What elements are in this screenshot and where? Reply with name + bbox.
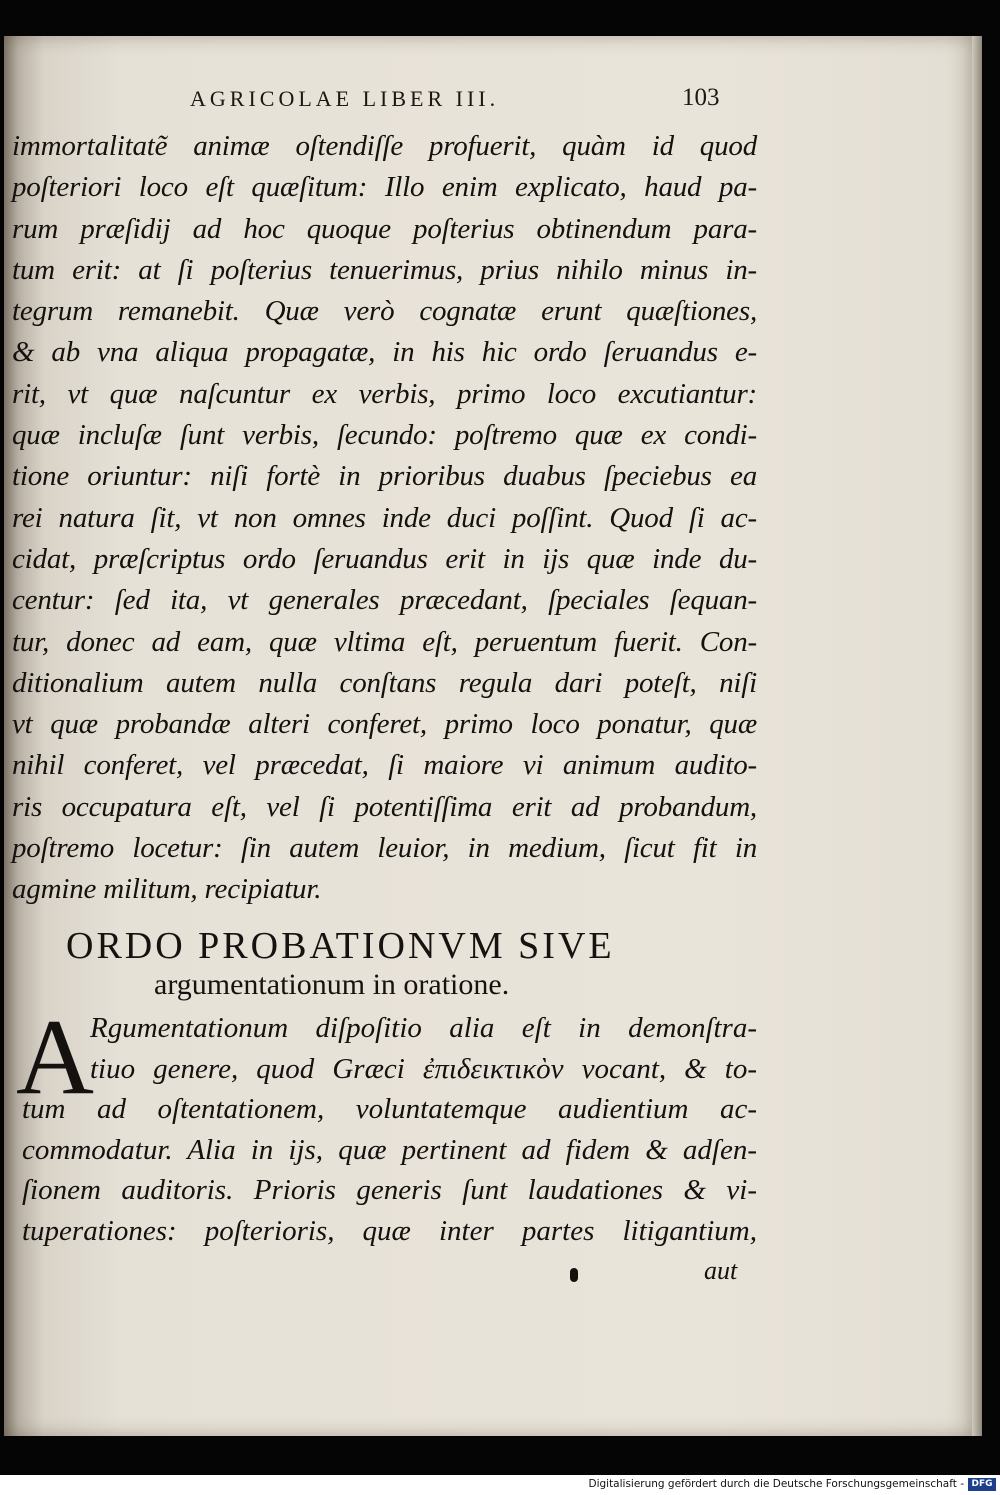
paragraph-line: tuperationes: poſterioris, quæ inter partes litigantium, <box>22 1214 757 1247</box>
text-line: rei natura ſit, vt non omnes inde duci poſſint. Quod ſi ac- <box>12 501 757 534</box>
text-line: rit, vt quæ naſcuntur ex verbis, primo loco excutiantur: <box>12 377 757 410</box>
section-paragraph <box>22 1008 757 1252</box>
text-line: immortalitatẽ animæ oſtendiſſe profuerit, quàm id quod <box>12 130 757 162</box>
text-line: tum erit: at ſi poſterius tenuerimus, prius nihilo minus in- <box>12 253 757 286</box>
body-text <box>12 126 757 911</box>
text-line: ris occupatura eſt, vel ſi potentiſſima erit ad probandum, <box>12 790 757 823</box>
page-header <box>4 84 972 124</box>
funding-credit: Digitalisierung gefördert durch die Deutsche Forschungsgemeinschaft - <box>588 1478 964 1490</box>
paragraph-line: tiuo genere, quod Græci ἐπιδεικτικὸν vocant, & to- <box>90 1052 757 1085</box>
book-page <box>4 36 972 1436</box>
page-edge <box>972 36 982 1436</box>
section-heading: ORDO PROBATIONVM SIVE <box>66 925 615 967</box>
page-number: 103 <box>682 84 720 111</box>
text-line: cidat, præſcriptus ordo ſeruandus erit in ijs quæ inde du- <box>12 542 757 575</box>
text-line: ditionalium autem nulla conſtans regula dari poteſt, niſi <box>12 666 757 699</box>
catchword: aut <box>704 1256 738 1285</box>
text-line: nihil conferet, vel præcedat, ſi maiore vi animum audito- <box>12 749 757 782</box>
section-subheading: argumentationum in oratione. <box>154 968 510 1001</box>
text-line: tegrum remanebit. Quæ verò cognatæ erunt quæſtiones, <box>12 295 757 328</box>
dfg-logo: DFG <box>968 1478 996 1491</box>
paragraph-line: ſionem auditoris. Prioris generis ſunt laudationes & vi- <box>22 1174 757 1207</box>
text-line: poſteriori loco eſt quæſitum: Illo enim explicato, haud pa- <box>12 171 757 204</box>
text-line: tur, donec ad eam, quæ vltima eſt, peruentum fuerit. Con- <box>12 625 757 658</box>
drop-cap-initial: A <box>16 998 94 1117</box>
text-line: tione oriuntur: niſi fortè in prioribus duabus ſpeciebus ea <box>12 460 757 493</box>
paragraph-line: tum ad oſtentationem, voluntatemque audientium ac- <box>22 1093 757 1126</box>
text-line: agmine militum, recipiatur. <box>12 873 322 906</box>
signature-mark <box>570 1268 578 1282</box>
text-line: quæ incluſæ ſunt verbis, ſecundo: poſtremo quæ ex condi- <box>12 419 757 452</box>
text-line: vt quæ probandæ alteri conferet, primo loco ponatur, quæ <box>12 708 757 741</box>
text-line: & ab vna aliqua propagatæ, in his hic ordo ſeruandus e- <box>12 336 757 369</box>
paragraph-line: commodatur. Alia in ijs, quæ pertinent ad fidem & adſen- <box>22 1133 757 1166</box>
text-line: poſtremo locetur: ſin autem leuior, in medium, ſicut fit in <box>12 832 757 865</box>
footer-bar <box>0 1475 1000 1495</box>
running-title: AGRICOLAE LIBER III. <box>190 86 500 111</box>
text-line: centur: ſed ita, vt generales præcedant, ſpeciales ſequan- <box>12 584 757 617</box>
paragraph-line: Rgumentationum diſpoſitio alia eſt in demonſtra- <box>90 1012 757 1044</box>
text-line: rum præſidij ad hoc quoque poſterius obtinendum para- <box>12 212 757 245</box>
